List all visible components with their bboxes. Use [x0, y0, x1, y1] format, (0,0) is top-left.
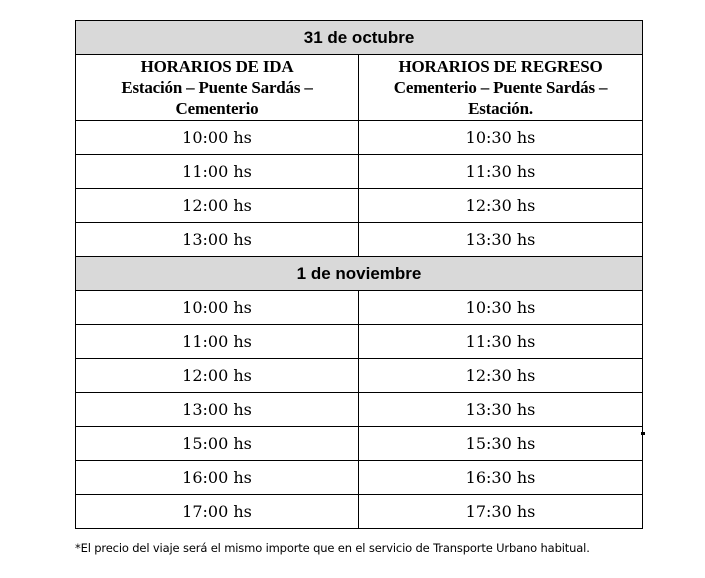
date-heading: 31 de octubre: [76, 21, 643, 55]
header-ida-route-line1: Estación – Puente Sardás –: [121, 78, 313, 97]
date-row-31-octubre: [76, 21, 643, 55]
ida-time-cell: 12:00 hs: [76, 359, 359, 393]
table-row: [76, 291, 643, 325]
table-row: [76, 359, 643, 393]
header-regreso-route-line1: Cementerio – Puente Sardás –: [393, 78, 608, 97]
regreso-time-cell: 13:30 hs: [359, 393, 643, 427]
ida-time-cell: 15:00 hs: [76, 427, 359, 461]
ida-time-cell: 11:00 hs: [76, 325, 359, 359]
ida-time-cell: 16:00 hs: [76, 461, 359, 495]
ida-time-cell: 10:00 hs: [76, 291, 359, 325]
regreso-time-cell: 16:30 hs: [359, 461, 643, 495]
header-ida: [76, 55, 359, 121]
header-ida-title: HORARIOS DE IDA: [140, 57, 294, 76]
table-row: [76, 189, 643, 223]
table-row: [76, 223, 643, 257]
header-regreso-title: HORARIOS DE REGRESO: [398, 57, 603, 76]
ida-time-cell: 13:00 hs: [76, 393, 359, 427]
section-divider-line: [641, 432, 645, 435]
regreso-time-cell: 12:30 hs: [359, 359, 643, 393]
regreso-time-cell: 12:30 hs: [359, 189, 643, 223]
column-headers: [76, 55, 643, 121]
header-regreso: [359, 55, 643, 121]
regreso-time-cell: 11:30 hs: [359, 325, 643, 359]
regreso-time-cell: 13:30 hs: [359, 223, 643, 257]
regreso-time-cell: 10:30 hs: [359, 121, 643, 155]
regreso-time-cell: 15:30 hs: [359, 427, 643, 461]
table-row: [76, 461, 643, 495]
table-row: [76, 393, 643, 427]
ida-time-cell: 12:00 hs: [76, 189, 359, 223]
regreso-time-cell: 11:30 hs: [359, 155, 643, 189]
table-row: [76, 121, 643, 155]
regreso-time-cell: 10:30 hs: [359, 291, 643, 325]
date-heading: 1 de noviembre: [76, 257, 643, 291]
ida-time-cell: 11:00 hs: [76, 155, 359, 189]
ida-time-cell: 10:00 hs: [76, 121, 359, 155]
table-row: [76, 495, 643, 529]
footnote: *El precio del viaje será el mismo importe que en el servicio de Transporte Urbano habitual.: [75, 541, 590, 555]
schedule-table: [75, 20, 643, 529]
date-row-1-noviembre: [76, 257, 643, 291]
header-ida-route-line2: Cementerio: [175, 99, 259, 118]
table-row: [76, 325, 643, 359]
table-row: [76, 155, 643, 189]
ida-time-cell: 17:00 hs: [76, 495, 359, 529]
regreso-time-cell: 17:30 hs: [359, 495, 643, 529]
header-regreso-route-line2: Estación.: [468, 99, 533, 118]
ida-time-cell: 13:00 hs: [76, 223, 359, 257]
table-row: [76, 427, 643, 461]
